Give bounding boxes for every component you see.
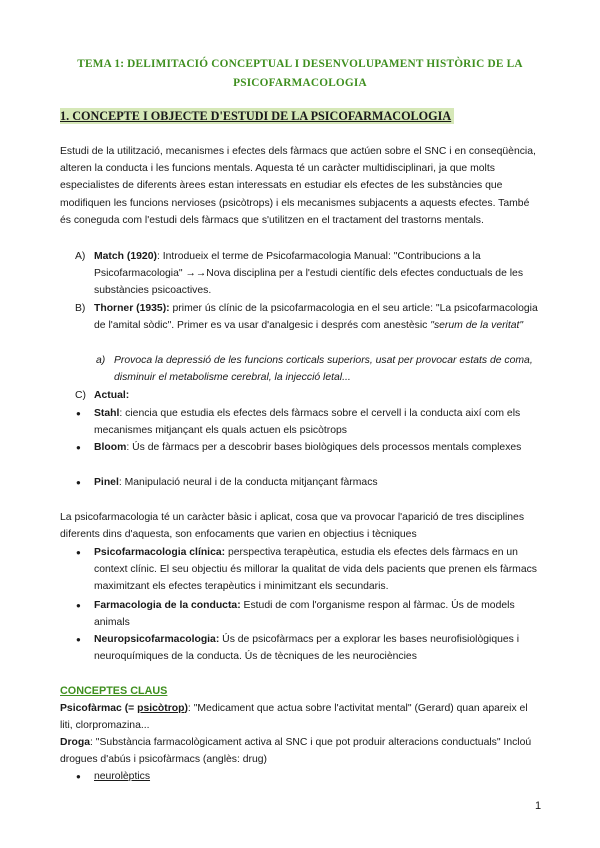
list-marker: B) — [75, 303, 86, 314]
term-psicotrop: psicòtrop — [137, 703, 185, 714]
bullet-item-pinel — [76, 474, 540, 491]
bullet-icon: ● — [76, 478, 81, 487]
bullet-item-neuro — [76, 631, 540, 665]
droga-definition: : "Substància farmacològicament activa al SNC i que pot produir alteracions conductuals" Incloú drogues d'abús i psicofàrmacs (anglès: drug) — [60, 737, 532, 766]
bullet-item-bloom — [76, 439, 540, 456]
behavioral-description: Estudi de com l'organisme respon al fàrmac. Ús de models animals — [94, 600, 515, 629]
bullet-icon: ● — [76, 443, 81, 452]
list-marker: A) — [75, 251, 86, 262]
list-item-thorner — [75, 300, 540, 334]
term-stahl: Stahl — [94, 408, 120, 419]
concept-droga — [60, 734, 542, 768]
term-thorner: Thorner (1935): — [94, 303, 170, 314]
concept-psicofarmac — [60, 700, 542, 734]
bullet-icon: ● — [76, 548, 81, 557]
concepts-heading: CONCEPTES CLAUS — [60, 685, 168, 697]
pinel-description: : Manipulació neural i de la conducta mitjançant fàrmacs — [118, 477, 378, 488]
neuro-description: Ús de psicofàrmacs per a explorar les bases neurofisiològiques i neuroquímiques de la conducta. Ús de tècniques de les neurociències — [94, 634, 520, 663]
bullet-icon: ● — [76, 409, 81, 418]
page-number: 1 — [535, 800, 542, 812]
section-heading: 1. CONCEPTE I OBJECTE D'ESTUDI DE LA PSICOFARMACOLOGIA — [60, 108, 454, 124]
sublist-item-amital — [96, 352, 538, 386]
clinical-description: perspectiva terapèutica, estudia els efectes dels fàrmacs en un context clínic. El seu objectiu és millorar la qualitat de vida dels pacients que prenen els fàrmacs maximitzant els efectes terapèutics i minimitzant els secundaris. — [94, 547, 537, 593]
stahl-description: : ciencia que estudia els efectes dels fàrmacs sobre el cervell i la conducta així com els mecanismes mitjançant els quals actuen els psicòtrops — [94, 408, 521, 437]
term-pinel: Pinel — [94, 477, 119, 488]
thorner-description: primer ús clínic de la psicofarmacologia en el seu article: "La psicofarmacologia de l'amital sòdic". Primer es va usar d'analgesic i després com anestèsic — [94, 303, 538, 332]
term-droga: Droga — [60, 737, 91, 748]
match-description: : Introdueix el terme de Psicofarmacologia Manual: "Contribucions a la Psicofarmacologia" →→Nova disciplina per a l'estudi científic dels efectes conductuals de les substàncies psicoactives. — [94, 251, 524, 297]
list-marker: C) — [75, 390, 86, 401]
term-match: Match (1920) — [94, 251, 157, 262]
amital-description: Provoca la depressió de les funcions corticals superiors, usat per provocar estats de coma, disminuir el metabolisme cerebral, la injecció letal... — [114, 355, 533, 384]
term-bloom: Bloom — [94, 442, 127, 453]
term-psicofarmac-main: Psicofàrmac (= — [60, 703, 138, 714]
intro-paragraph: Estudi de la utilització, mecanismes i efectes dels fàrmacs que actúen sobre el SNC i en conseqüència, alteren la conducta i les funcions mentals. Aquesta té un caràcter multidisciplinari, ja que molts especialistes de diferents àrees estan interessats en estudiar els efectes de les substàncies que modifiquen les funcions nervioses (psicòtrops) i els mecanismes subjacents a aquests efectes. També és coneguda com l'estudi dels fàrmacs que s'utilitzen en el tractament del trastorns mentals. — [60, 146, 536, 226]
bullet-item-stahl — [76, 405, 540, 439]
term-behavioral: Farmacologia de la conducta: — [94, 600, 241, 611]
paragraph-disciplines: La psicofarmacologia té un caràcter bàsic i aplicat, cosa que va provocar l'aparició de tres disciplines diferents dins d'aquesta, son enfocaments que varien en objectius i tècniques — [60, 512, 525, 541]
list-marker: a) — [96, 355, 106, 366]
bullet-icon: ● — [76, 635, 81, 644]
bullet-icon: ● — [76, 601, 81, 610]
thorner-quote: "serum de la veritat" — [430, 320, 524, 332]
bullet-item-neuroleptics — [76, 768, 540, 785]
term-clinical: Psicofarmacologia clínica: — [94, 547, 226, 558]
bullet-item-behavioral — [76, 597, 540, 631]
neuroleptics-link[interactable]: neurolèptics — [94, 771, 151, 782]
psicofarmac-definition: : "Medicament que actua sobre l'activitat mental" (Gerard) quan apareix el liti, clorpromazina... — [60, 703, 528, 732]
list-item-actual — [75, 387, 540, 404]
document-title: TEMA 1: DELIMITACIÓ CONCEPTUAL I DESENVOLUPAMENT HISTÒRIC DE LA PSICOFARMACOLOGIA — [77, 58, 523, 89]
bullet-item-clinical — [76, 544, 540, 596]
list-item-match — [75, 248, 540, 300]
term-psicofarmac — [60, 703, 188, 714]
bloom-description: : Ús de fàrmacs per a descobrir bases biològiques dels processos mentals complexes — [126, 442, 522, 453]
bullet-icon: ● — [76, 772, 81, 781]
term-neuro: Neuropsicofarmacologia: — [94, 634, 220, 645]
term-close-paren: ) — [184, 703, 188, 714]
term-actual: Actual: — [94, 390, 130, 401]
